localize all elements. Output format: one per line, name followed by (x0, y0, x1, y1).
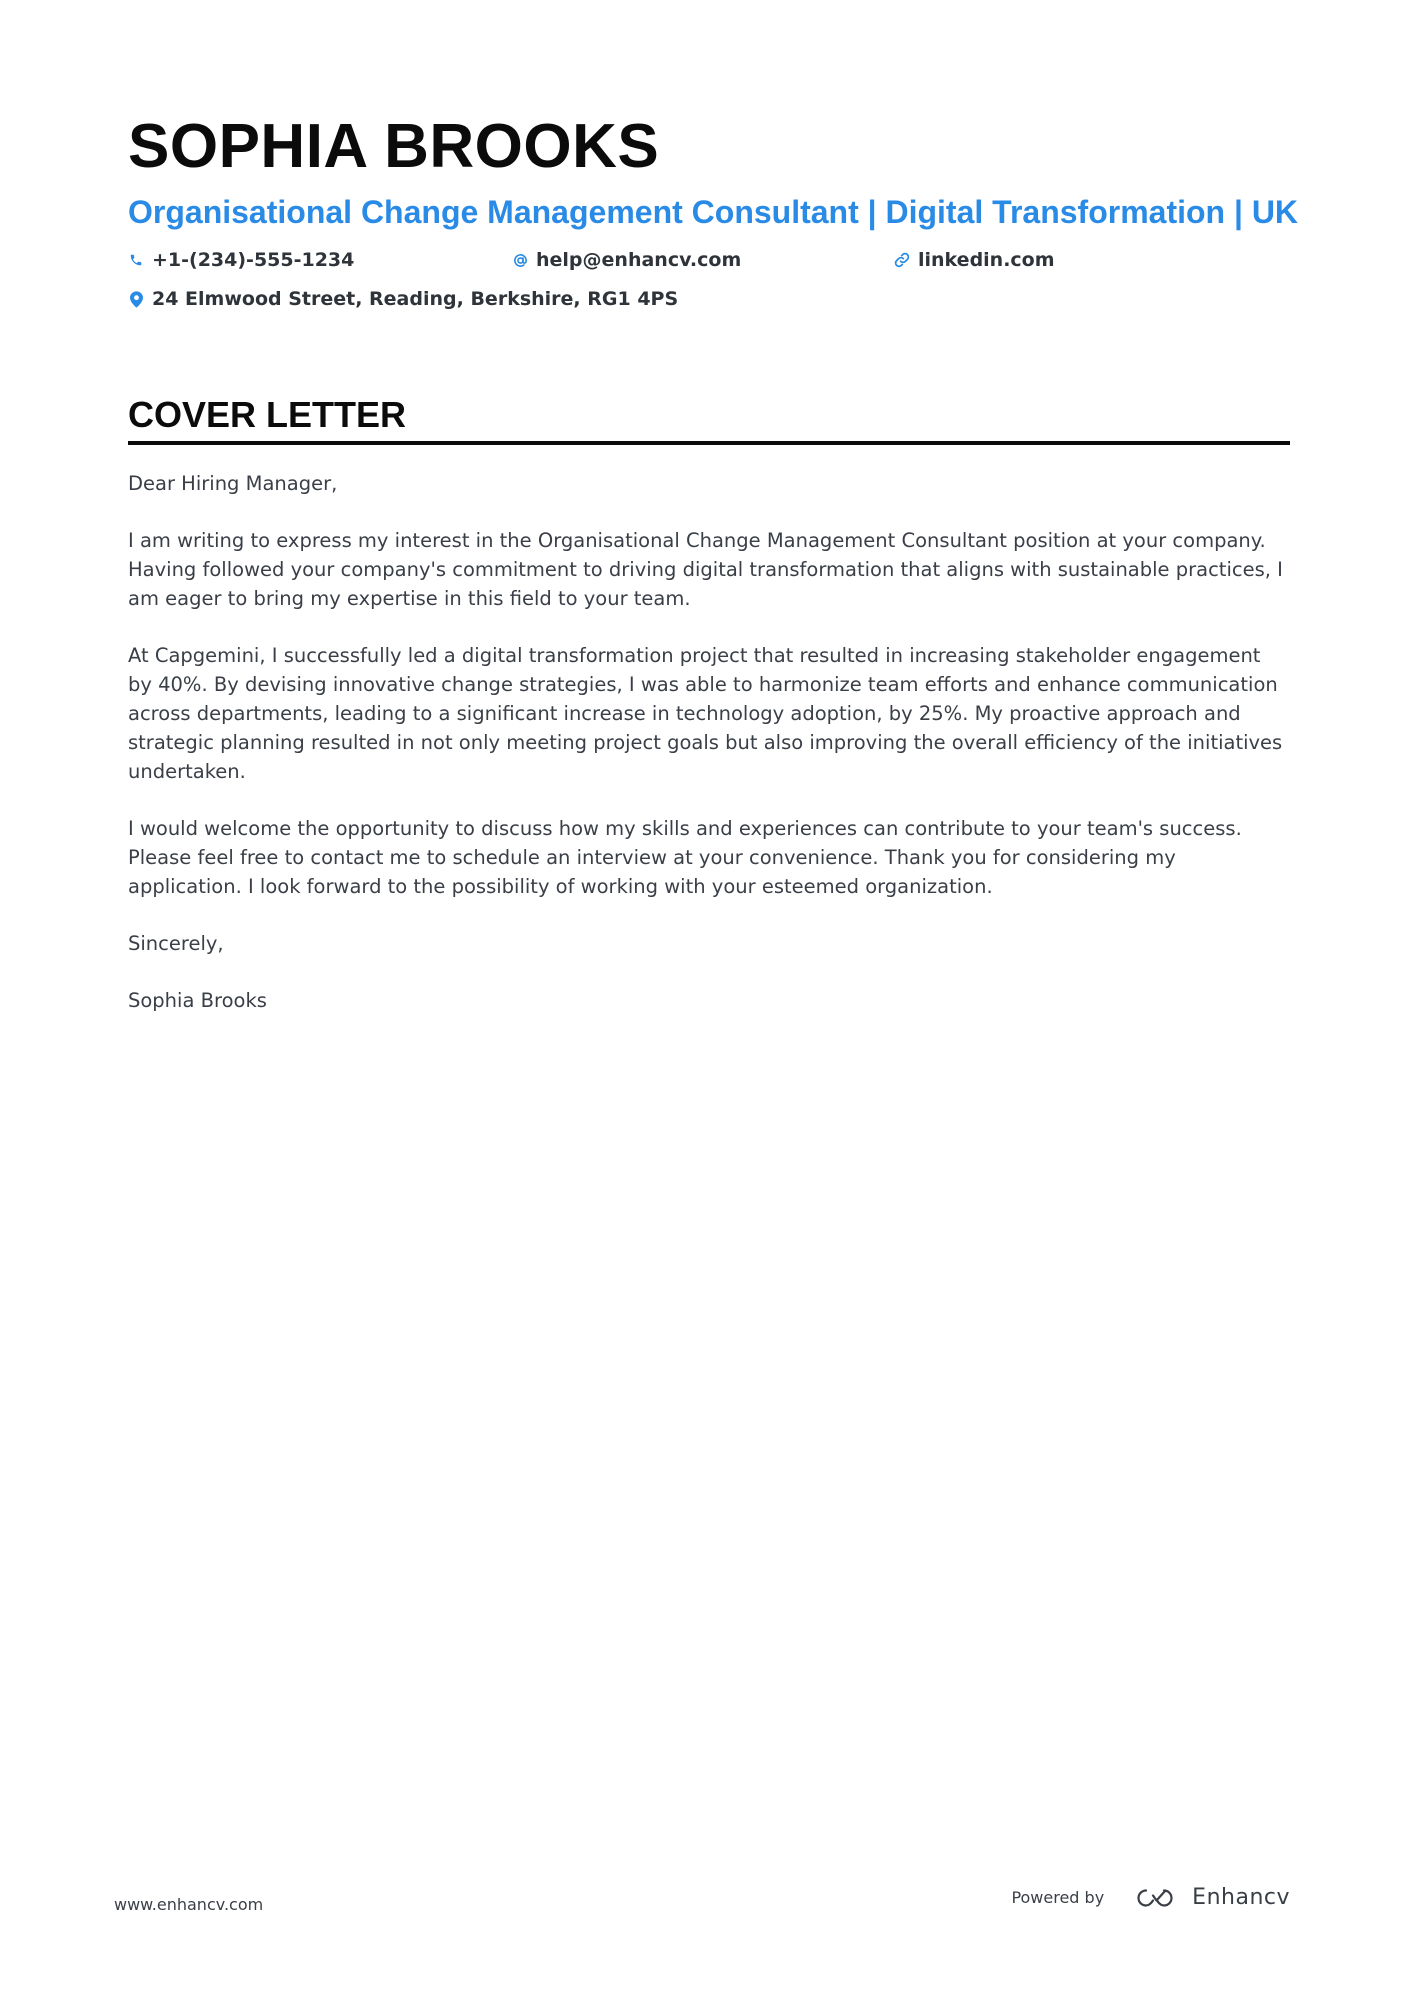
letter-closing: Sincerely, (128, 932, 224, 955)
cover-letter-section (128, 392, 1290, 1043)
location-pin-icon (128, 289, 144, 309)
contact-link[interactable] (894, 246, 1055, 274)
enhancv-logo-icon (1132, 1886, 1178, 1910)
resume-header (128, 110, 1299, 330)
letter-paragraph: I am writing to express my interest in the Organisational Change Management Consultant position at your company. Having followed your company's commitment to driving digital transformation that aligns with sustainable practices, I am eager to bring my expertise in this field to your team. (128, 529, 1283, 610)
section-title: COVER LETTER (128, 394, 407, 435)
email-value: help@enhancv.com (536, 249, 742, 271)
link-value: linkedin.com (918, 249, 1055, 271)
candidate-name: SOPHIA BROOKS (128, 112, 660, 181)
contact-email[interactable] (512, 246, 741, 274)
letter-paragraph: At Capgemini, I successfully led a digital transformation project that resulted in increasing stakeholder engagement by 40%. By devising innovative change strategies, I was able to harmonize team efforts and enhance communication across departments, leading to a significant increase in technology adoption, by 25%. My proactive approach and strategic planning resulted in not only meeting project goals but also improving the overall efficiency of the initiatives undertaken. (128, 644, 1283, 783)
powered-by-label: Powered by (1011, 1888, 1105, 1907)
address-value: 24 Elmwood Street, Reading, Berkshire, RG1 4PS (152, 288, 679, 310)
at-icon (512, 250, 528, 270)
link-icon (894, 250, 910, 270)
phone-value: +1-(234)-555-1234 (152, 249, 355, 271)
brand-logo[interactable] (1132, 1884, 1290, 1912)
phone-icon (128, 250, 144, 270)
contact-phone[interactable] (128, 246, 354, 274)
letter-signature: Sophia Brooks (128, 989, 267, 1012)
section-divider (128, 441, 1290, 445)
contact-info (128, 246, 1290, 330)
brand-name: Enhancv (1192, 1885, 1290, 1910)
footer-branding (1011, 1884, 1290, 1912)
footer-website[interactable]: www.enhancv.com (114, 1895, 264, 1914)
letter-body (128, 469, 1290, 1015)
letter-paragraph: I would welcome the opportunity to discuss how my skills and experiences can contribute to your team's success. Please feel free to contact me to schedule an interview at your convenience. Thank you for considering my application. I look forward to the possibility of working with your esteemed organization. (128, 817, 1242, 898)
candidate-title: Organisational Change Management Consultant | Digital Transformation | UK (128, 194, 1299, 230)
contact-address (128, 285, 678, 313)
letter-greeting: Dear Hiring Manager, (128, 472, 338, 495)
